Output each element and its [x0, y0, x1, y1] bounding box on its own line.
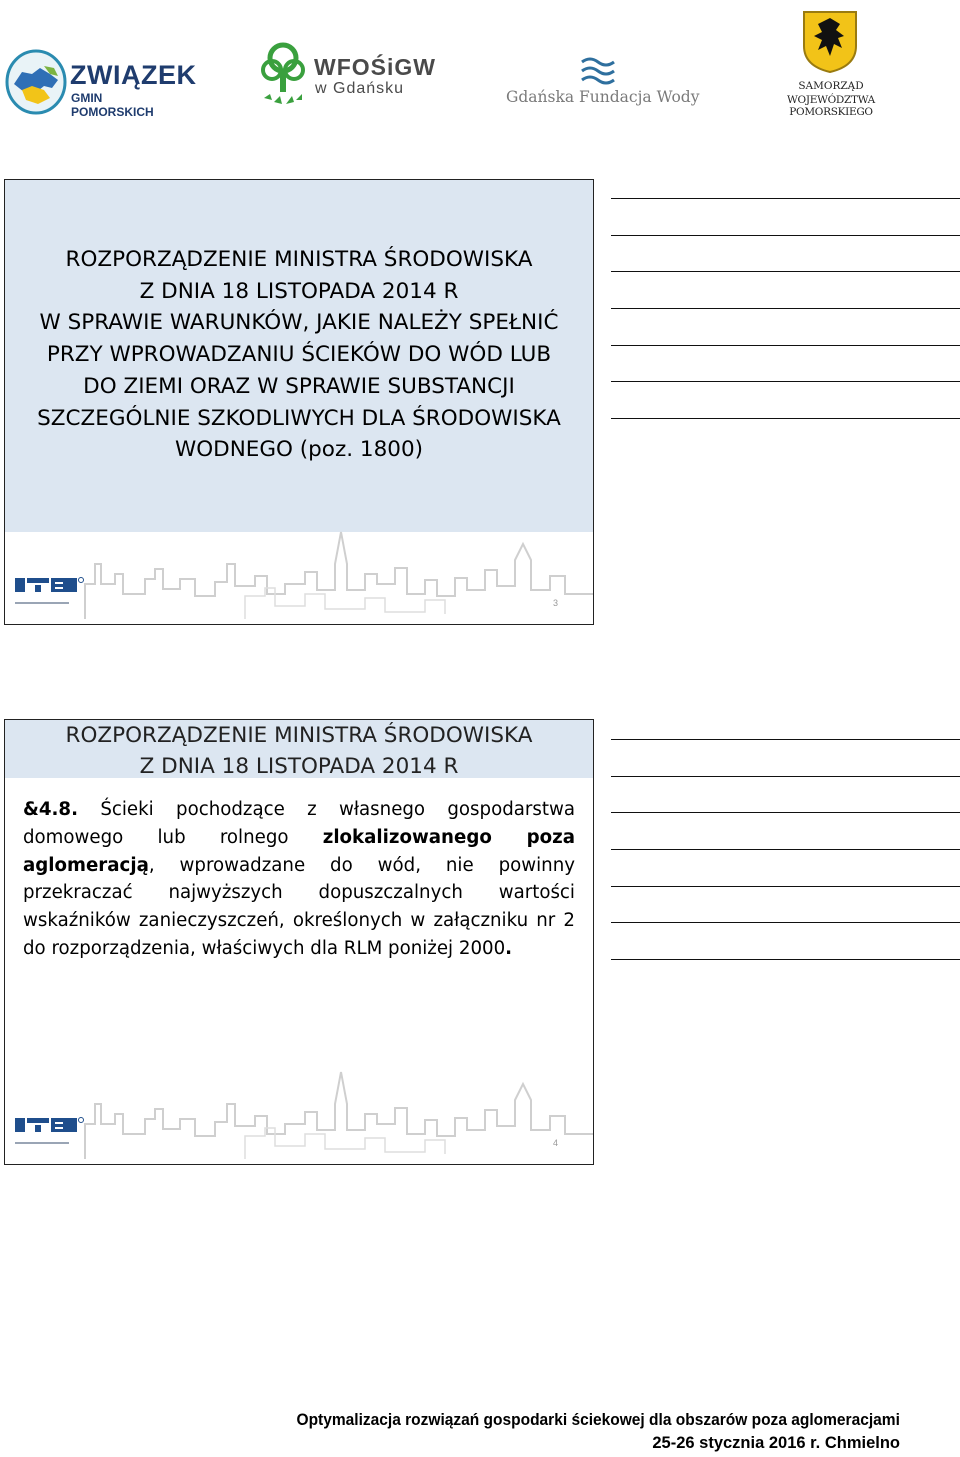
title-line: ROZPORZĄDZENIE MINISTRA ŚRODOWISKA — [65, 723, 533, 748]
zwiazek-gmin-pomorskich-logo — [4, 44, 197, 120]
note-line — [611, 381, 960, 382]
wfosigw-logo — [258, 42, 438, 108]
note-line — [611, 849, 960, 850]
city-skyline-graphic — [5, 1064, 594, 1164]
logo-line2: w Gdańsku — [315, 80, 405, 97]
body-text-end: . — [505, 937, 513, 959]
note-line — [611, 922, 960, 923]
samorzad-wojewodztwa-pomorskiego-logo — [748, 8, 914, 118]
note-line — [611, 271, 960, 272]
body-text: , wprowadzane do wód, nie powinny przekraczać najwyższych dopuszczalnych wartości wskaźników zanieczyszczeń, określonych w załączniku nr 2 do rozporządzenia, właściwych dla RLM poniżej 2000 — [23, 854, 575, 959]
tree-icon — [258, 42, 308, 108]
gdanska-fundacja-wody-logo — [506, 56, 700, 112]
slide-3 — [4, 179, 594, 625]
title-line: Z DNIA 18 LISTOPADA 2014 R — [139, 278, 459, 304]
logo-line1: WFOŚiGW — [314, 54, 436, 80]
logo-line1: ZWIĄZEK — [70, 60, 197, 90]
griffin-crest-icon — [800, 8, 860, 74]
note-line — [611, 739, 960, 740]
title-line: WODNEGO (poz. 1800) — [174, 437, 424, 463]
title-line: DO ZIEMI ORAZ W SPRAWIE SUBSTANCJI — [83, 373, 515, 399]
slide-title — [25, 244, 573, 466]
note-line — [611, 345, 960, 346]
logo-line2: WOJEWÓDZTWA POMORSKIEGO — [787, 94, 875, 118]
waves-icon — [580, 56, 620, 86]
note-line — [611, 308, 960, 309]
pomerania-map-icon — [4, 46, 68, 116]
city-skyline-graphic — [5, 524, 594, 624]
slide-body-text — [23, 796, 575, 963]
paragraph-ref: &4.8. — [23, 799, 78, 820]
body-text: Ścieki pochodzące z własnego gospodarstwa domowego lub rolnego — [23, 799, 575, 848]
logo-text: Gdańska Fundacja Wody — [506, 88, 700, 106]
note-line — [611, 418, 960, 419]
title-line: SZCZEGÓLNIE SZKODLIWYCH DLA ŚRODOWISKA — [37, 405, 561, 431]
title-line: ROZPORZĄDZENIE MINISTRA ŚRODOWISKA — [65, 247, 533, 272]
note-line — [611, 959, 960, 960]
itb-logo — [15, 576, 85, 610]
itb-logo — [15, 1116, 85, 1150]
note-line — [611, 235, 960, 236]
note-line — [611, 812, 960, 813]
slide-title — [15, 720, 583, 782]
logo-line1: SAMORZĄD — [798, 80, 864, 92]
title-line: Z DNIA 18 LISTOPADA 2014 R — [139, 754, 459, 779]
body-text-bold: zlokalizowanego poza aglomeracją — [23, 826, 575, 876]
note-line — [611, 776, 960, 777]
slide-4 — [4, 719, 594, 1165]
note-line — [611, 886, 960, 887]
note-line — [611, 198, 960, 199]
slide-number: 4 — [553, 1138, 559, 1148]
slide-number: 3 — [553, 598, 559, 608]
logo-line2: GMIN POMORSKICH — [71, 91, 154, 119]
title-line: W SPRAWIE WARUNKÓW, JAKIE NALEŻY SPEŁNIĆ — [39, 310, 559, 336]
footer-event-date: 25-26 stycznia 2016 r. Chmielno — [652, 1434, 900, 1452]
title-line: PRZY WPROWADZANIU ŚCIEKÓW DO WÓD LUB — [46, 342, 552, 368]
footer-event-title: Optymalizacja rozwiązań gospodarki ściekowej dla obszarów poza aglomeracjami — [296, 1411, 900, 1429]
